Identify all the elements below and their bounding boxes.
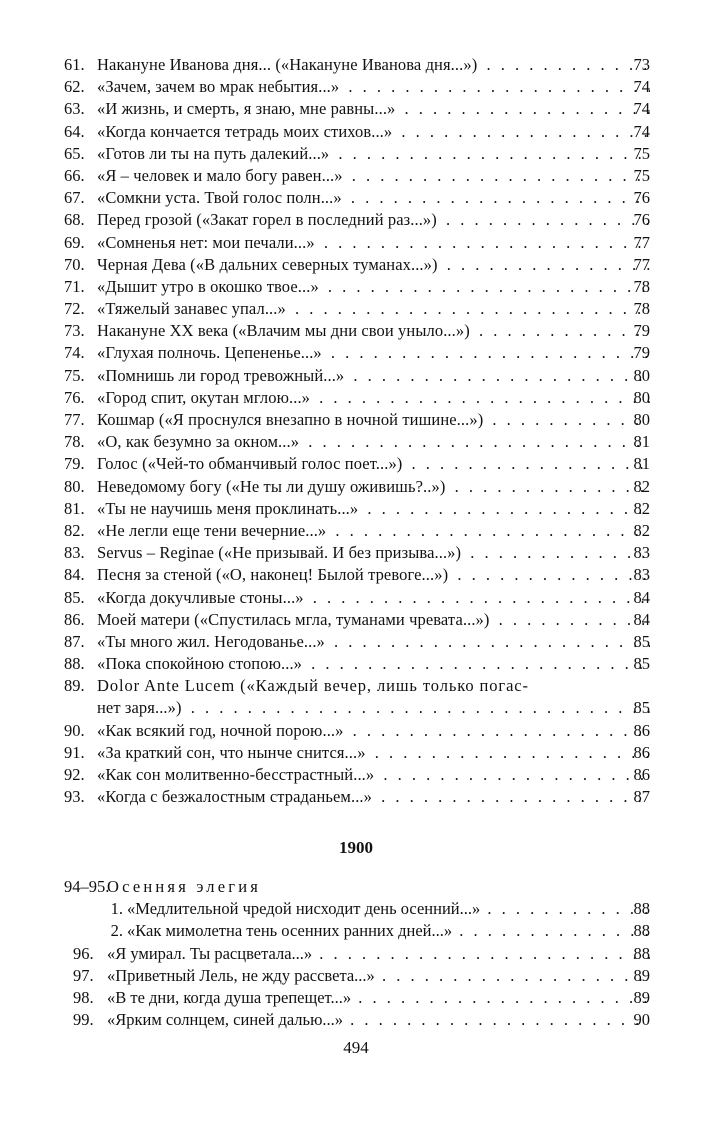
entry-page: 79	[633, 321, 650, 341]
toc-entry	[0, 276, 712, 298]
entry-page: 82	[633, 520, 650, 540]
entry-number: 75.	[64, 365, 85, 385]
toc-entry	[0, 943, 712, 965]
entry-title-text: «Ярким солнцем, синей далью...»	[107, 1010, 344, 1030]
entry-number: 79.	[64, 454, 85, 474]
toc-entry	[0, 254, 712, 276]
entry-page: 90	[633, 1010, 650, 1030]
entry-page: 84	[633, 587, 650, 607]
entry-page: 75	[633, 165, 650, 185]
entry-title	[97, 720, 650, 742]
entry-page: 84	[633, 609, 650, 629]
toc-entry	[0, 209, 712, 231]
entry-number: 64.	[64, 121, 85, 141]
entry-title-text: Накануне Иванова дня... («Накануне Иванова дня...»)	[97, 55, 478, 74]
entry-page: 83	[633, 543, 650, 563]
entry-title	[97, 609, 650, 631]
entry-number: 98.	[73, 987, 94, 1007]
entry-page: 80	[633, 365, 650, 385]
entry-page: 77	[633, 254, 650, 274]
cycle-row	[0, 876, 712, 898]
entry-title-text: «Не легли еще тени вечерние...»	[97, 520, 327, 540]
entry-number: 99.	[73, 1010, 94, 1030]
toc-entry	[0, 320, 712, 342]
entry-page: 75	[633, 143, 650, 163]
entry-number: 80.	[64, 476, 85, 496]
entry-number: 76.	[64, 387, 85, 407]
entry-title	[97, 143, 650, 165]
entry-page: 76	[633, 210, 650, 230]
entry-page: 89	[633, 965, 650, 985]
entry-title-text: «Когда докучливые стоны...»	[97, 587, 304, 607]
toc-entry	[0, 232, 712, 254]
part-number: 2.	[110, 921, 123, 941]
entry-number: 73.	[64, 321, 85, 341]
entry-title-text: нет заря...»)	[97, 698, 182, 718]
part-title-text: «Как мимолетна тень осенних ранних дней...»	[127, 921, 453, 941]
entry-number: 67.	[64, 188, 85, 208]
entry-number: 96.	[73, 943, 94, 963]
toc-entry	[0, 298, 712, 320]
entry-number: 83.	[64, 543, 85, 563]
entry-number: 71.	[64, 276, 85, 296]
entry-title-text: «Дышит утро в окошко твое...»	[97, 276, 319, 296]
entry-number: 66.	[64, 165, 85, 185]
part-number: 1.	[110, 899, 123, 919]
toc-entry	[0, 409, 712, 431]
entry-number: 68.	[64, 210, 85, 230]
entry-number: 82.	[64, 520, 85, 540]
entry-title-text: Dolor Ante Lucem («Каждый вечер, лишь только погас-	[97, 676, 529, 696]
entry-title-text: Неведомому богу («Не ты ли душу оживишь?..»)	[97, 476, 446, 496]
page-number: 494	[343, 1038, 369, 1057]
toc-entry	[0, 98, 712, 120]
entry-title-text: «Пока спокойною стопою...»	[97, 654, 303, 674]
cycle-part	[0, 898, 712, 920]
entry-title	[97, 564, 650, 586]
entry-title	[97, 187, 650, 209]
toc-entry	[0, 476, 712, 498]
toc-entry	[0, 987, 712, 1009]
entry-title-text: Черная Дева («В дальних северных туманах...»)	[97, 254, 438, 274]
toc-entry	[0, 76, 712, 98]
toc-entry	[0, 542, 712, 564]
entry-number: 62.	[64, 77, 85, 97]
entry-number: 87.	[64, 631, 85, 651]
cycle-title: Осенняя элегия	[107, 877, 262, 896]
entry-page: 81	[633, 432, 650, 452]
contents-list	[0, 54, 712, 808]
entry-title	[97, 232, 650, 254]
entry-title-text: «Город спит, окутан мглою...»	[97, 387, 311, 407]
entry-number: 61.	[64, 55, 85, 74]
entry-number: 63.	[64, 99, 85, 119]
entry-title	[97, 387, 650, 409]
entry-page: 73	[633, 55, 650, 74]
entry-title-text: Голос («Чей-то обманчивый голос поет...»)	[97, 454, 403, 474]
toc-entry	[0, 786, 712, 808]
toc-entry	[0, 609, 712, 631]
toc-entry	[0, 631, 712, 653]
entry-title	[97, 520, 650, 542]
toc-entry	[0, 520, 712, 542]
entry-title	[97, 675, 650, 697]
entry-title-text: «Как всякий год, ночной порою...»	[97, 720, 344, 740]
toc-entry	[0, 365, 712, 387]
entry-title	[97, 76, 650, 98]
entry-page: 82	[633, 476, 650, 496]
entry-title	[97, 98, 650, 120]
entry-page: 79	[633, 343, 650, 363]
entry-title-text: «Тяжелый занавес упал...»	[97, 299, 286, 319]
toc-entry-continued	[0, 697, 712, 719]
toc-entry	[0, 165, 712, 187]
entry-page: 74	[633, 99, 650, 119]
entry-title-text: «За краткий сон, что нынче снится...»	[97, 742, 366, 762]
entry-title	[97, 54, 650, 76]
part-title-text: «Медлительной чредой нисходит день осенний...»	[127, 899, 481, 919]
toc-entry	[0, 187, 712, 209]
toc-entry	[0, 1009, 712, 1031]
entry-page: 87	[633, 787, 650, 807]
entry-title	[97, 276, 650, 298]
entry-page: 80	[633, 387, 650, 407]
entry-page: 86	[633, 720, 650, 740]
toc-entry	[0, 121, 712, 143]
entry-number: 89.	[64, 676, 85, 696]
entry-number: 94–95.	[64, 877, 110, 896]
entry-number: 85.	[64, 587, 85, 607]
entry-title	[107, 987, 650, 1009]
entry-number: 81.	[64, 498, 85, 518]
toc-entry	[0, 675, 712, 697]
year-heading: 1900	[339, 838, 373, 857]
entry-title	[97, 631, 650, 653]
toc-entry	[0, 453, 712, 475]
entry-title	[97, 254, 650, 276]
toc-entry	[0, 143, 712, 165]
entry-title	[107, 943, 650, 965]
entry-title	[97, 742, 650, 764]
entry-title	[97, 453, 650, 475]
toc-entry	[0, 387, 712, 409]
entry-title	[97, 165, 650, 187]
entry-page: 86	[633, 765, 650, 784]
entry-title-text: «Ты много жил. Негодованье...»	[97, 631, 325, 651]
entry-title-text: «Приветный Лель, не жду рассвета...»	[107, 965, 375, 985]
entry-title	[97, 409, 650, 431]
entry-number: 70.	[64, 254, 85, 274]
entry-title-text: «И жизнь, и смерть, я знаю, мне равны...»	[97, 99, 396, 119]
entry-title	[107, 965, 650, 987]
entry-number: 93.	[64, 787, 85, 807]
entry-number: 65.	[64, 143, 85, 163]
entry-number: 74.	[64, 343, 85, 363]
entry-page: 85	[633, 654, 650, 674]
entry-title-text: «Сомкни уста. Твой голос полн...»	[97, 188, 342, 208]
entry-title	[97, 342, 650, 364]
toc-entry	[0, 564, 712, 586]
entry-page: 88	[633, 899, 650, 919]
part-title	[127, 920, 650, 942]
entry-title-text: Моей матери («Спустилась мгла, туманами чревата...»)	[97, 609, 490, 629]
entry-page: 74	[633, 121, 650, 141]
toc-entry	[0, 342, 712, 364]
entry-page: 88	[633, 943, 650, 963]
entry-number: 91.	[64, 742, 85, 762]
entry-title-text: «Когда кончается тетрадь моих стихов...»	[97, 121, 393, 141]
toc-entry	[0, 965, 712, 987]
entry-title	[97, 764, 650, 786]
toc-entry	[0, 653, 712, 675]
entry-number: 78.	[64, 432, 85, 452]
entry-title	[97, 587, 650, 609]
toc-entry	[0, 742, 712, 764]
toc-entry	[0, 764, 712, 786]
entry-title	[107, 1009, 650, 1031]
entry-title-text: «О, как безумно за окном...»	[97, 432, 300, 452]
entry-page: 78	[633, 299, 650, 319]
entry-page: 82	[633, 498, 650, 518]
part-title	[127, 898, 650, 920]
entry-number: 72.	[64, 299, 85, 319]
entry-title	[97, 209, 650, 231]
entry-title-text: «Глухая полночь. Цепененье...»	[97, 343, 322, 363]
entry-page: 76	[633, 188, 650, 208]
entry-title-text: Кошмар («Я проснулся внезапно в ночной тишине...»)	[97, 410, 484, 429]
entry-title-text: Servus – Reginae («Не призывай. И без призыва...»)	[97, 543, 462, 563]
entry-page: 85	[633, 698, 650, 718]
entry-title-text: «Сомненья нет: мои печали...»	[97, 232, 315, 252]
entry-number: 92.	[64, 765, 85, 784]
entry-page: 83	[633, 565, 650, 585]
entry-title-text: «Я умирал. Ты расцветала...»	[107, 943, 313, 963]
entry-title	[97, 298, 650, 320]
entry-number: 86.	[64, 609, 85, 629]
entry-page: 74	[633, 77, 650, 97]
entry-title	[97, 320, 650, 342]
entry-title	[97, 365, 650, 387]
entry-title-text: «В те дни, когда душа трепещет...»	[107, 987, 352, 1007]
entry-page: 78	[633, 276, 650, 296]
entry-title	[97, 121, 650, 143]
toc-entry	[0, 431, 712, 453]
entry-page: 86	[633, 742, 650, 762]
entry-title-text: «Готов ли ты на путь далекий...»	[97, 143, 330, 163]
entry-number: 88.	[64, 654, 85, 674]
entry-page: 77	[633, 232, 650, 252]
entry-title-text: Накануне XX века («Влачим мы дни свои уныло...»)	[97, 321, 470, 341]
entry-title	[97, 476, 650, 498]
toc-entry	[0, 720, 712, 742]
entry-number: 69.	[64, 232, 85, 252]
entry-title-text: «Когда с безжалостным страданьем...»	[97, 787, 372, 807]
entry-number: 84.	[64, 565, 85, 585]
entry-page: 85	[633, 631, 650, 651]
entry-title-text: Песня за стеной («О, наконец! Былой тревоге...»)	[97, 565, 449, 585]
entry-page: 81	[633, 454, 650, 474]
entry-title	[97, 431, 650, 453]
entry-page: 88	[633, 921, 650, 941]
toc-entry	[0, 54, 712, 76]
entry-number: 90.	[64, 720, 85, 740]
entry-page: 89	[633, 987, 650, 1007]
entry-title-text: «Как сон молитвенно-бесстрастный...»	[97, 765, 375, 784]
entry-number: 97.	[73, 965, 94, 985]
toc-entry	[0, 587, 712, 609]
entry-number: 77.	[64, 410, 85, 429]
cycle-part	[0, 920, 712, 942]
entry-title	[97, 653, 650, 675]
toc-entry	[0, 498, 712, 520]
contents-list-1900	[0, 876, 712, 1031]
entry-title-text: «Зачем, зачем во мрак небытия...»	[97, 77, 340, 97]
entry-title-text: «Помнишь ли город тревожный...»	[97, 365, 345, 385]
entry-title-text: «Я – человек и мало богу равен...»	[97, 165, 343, 185]
entry-page: 80	[633, 410, 650, 429]
entry-title	[97, 786, 650, 808]
entry-title-text: Перед грозой («Закат горел в последний раз...»)	[97, 210, 437, 230]
entry-title	[97, 542, 650, 564]
entry-title	[97, 498, 650, 520]
entry-title-text: «Ты не научишь меня проклинать...»	[97, 498, 359, 518]
entry-title-continued	[97, 697, 650, 719]
